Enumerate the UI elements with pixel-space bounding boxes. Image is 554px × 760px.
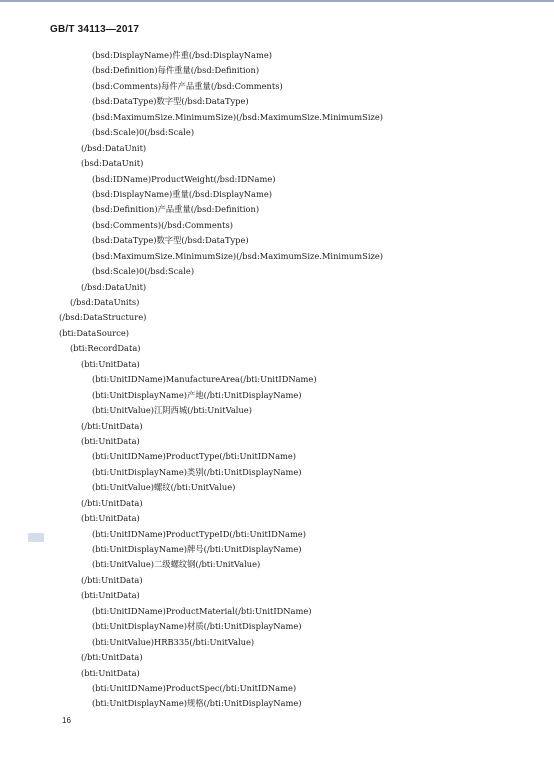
- code-line: (/bti:UnitData): [81, 652, 143, 663]
- code-line: (bti:UnitData): [81, 513, 140, 524]
- code-line: (bti:UnitData): [81, 358, 140, 369]
- code-line: (bti:UnitDisplayName)牌号(/bti:UnitDisplayName): [92, 544, 302, 554]
- code-line: (bti:UnitIDName)ManufactureArea(/bti:UnitIDName): [92, 374, 317, 385]
- top-rule: [0, 0, 554, 2]
- code-line: (bsd:DisplayName)重量(/bsd:DisplayName): [92, 188, 272, 199]
- code-line: (bsd:DataType)数字型(/bsd:DataType): [92, 96, 249, 107]
- code-line: (bsd:DisplayName)件重(/bsd:DisplayName): [92, 50, 272, 60]
- code-line: (bti:DataSource): [59, 327, 129, 338]
- code-line: (/bti:UnitData): [81, 420, 143, 431]
- code-line: (bsd:MaximumSize.MinimumSize)(/bsd:MaximumSize.MinimumSize): [92, 111, 383, 122]
- code-line: (bti:UnitValue)江阴西城(/bti:UnitValue): [92, 405, 252, 416]
- code-line: (bsd:Definition)产品重量(/bsd:Definition): [92, 204, 260, 215]
- code-line: (bti:UnitIDName)ProductMaterial(/bti:UnitIDName): [92, 605, 312, 616]
- code-line: (/bti:UnitData): [81, 497, 143, 508]
- code-line: (bsd:DataType)数字型(/bsd:DataType): [92, 235, 249, 246]
- code-line: (bsd:Comments)每件产品重量(/bsd:Comments): [92, 80, 283, 91]
- page-number: 16: [62, 716, 71, 725]
- code-line: (bti:UnitDisplayName)产地(/bti:UnitDisplayName): [92, 389, 302, 400]
- code-line: (bti:UnitData): [81, 590, 140, 601]
- code-line: (bti:UnitDisplayName)类别(/bti:UnitDisplayName): [92, 466, 302, 477]
- document-header: GB/T 34113—2017: [50, 24, 140, 35]
- code-line: (bsd:Definition)每件重量(/bsd:Definition): [92, 65, 260, 76]
- code-line: (bsd:MaximumSize.MinimumSize)(/bsd:MaximumSize.MinimumSize): [92, 250, 383, 261]
- code-line: (bsd:IDName)ProductWeight(/bsd:IDName): [92, 173, 276, 184]
- code-line: (bti:UnitValue)HRB335(/bti:UnitValue): [92, 636, 255, 647]
- margin-mark: [28, 533, 44, 542]
- code-line: (/bsd:DataUnits): [70, 297, 140, 307]
- code-line: (bti:RecordData): [70, 343, 141, 354]
- code-line: (bti:UnitIDName)ProductTypeID(/bti:UnitIDName): [92, 528, 306, 539]
- code-line: (bti:UnitValue)二级螺纹钢(/bti:UnitValue): [92, 559, 261, 570]
- code-line: (/bsd:DataUnit): [81, 142, 147, 153]
- code-line: (/bsd:DataStructure): [59, 312, 147, 323]
- code-line: (bti:UnitIDName)ProductType(/bti:UnitIDName): [92, 451, 297, 462]
- xml-code-listing: [0, 48, 554, 712]
- code-line: (bti:UnitDisplayName)材质(/bti:UnitDisplayName): [92, 621, 302, 632]
- code-line: (bsd:Scale)0(/bsd:Scale): [92, 266, 195, 277]
- code-line: (bti:UnitData): [81, 435, 140, 446]
- code-line: (bti:UnitIDName)ProductSpec(/bti:UnitIDName): [92, 682, 297, 693]
- code-line: (/bti:UnitData): [81, 574, 143, 585]
- code-line: (/bsd:DataUnit): [81, 281, 147, 292]
- code-line: (bti:UnitData): [81, 667, 140, 678]
- code-line: (bti:UnitValue)螺纹(/bti:UnitValue): [92, 482, 236, 493]
- code-line: (bsd:DataUnit): [81, 158, 144, 169]
- code-line: (bti:UnitDisplayName)规格(/bti:UnitDisplayName): [92, 698, 302, 709]
- code-line: (bsd:Scale)0(/bsd:Scale): [92, 127, 195, 138]
- code-line: (bsd:Comments)(/bsd:Comments): [92, 219, 233, 230]
